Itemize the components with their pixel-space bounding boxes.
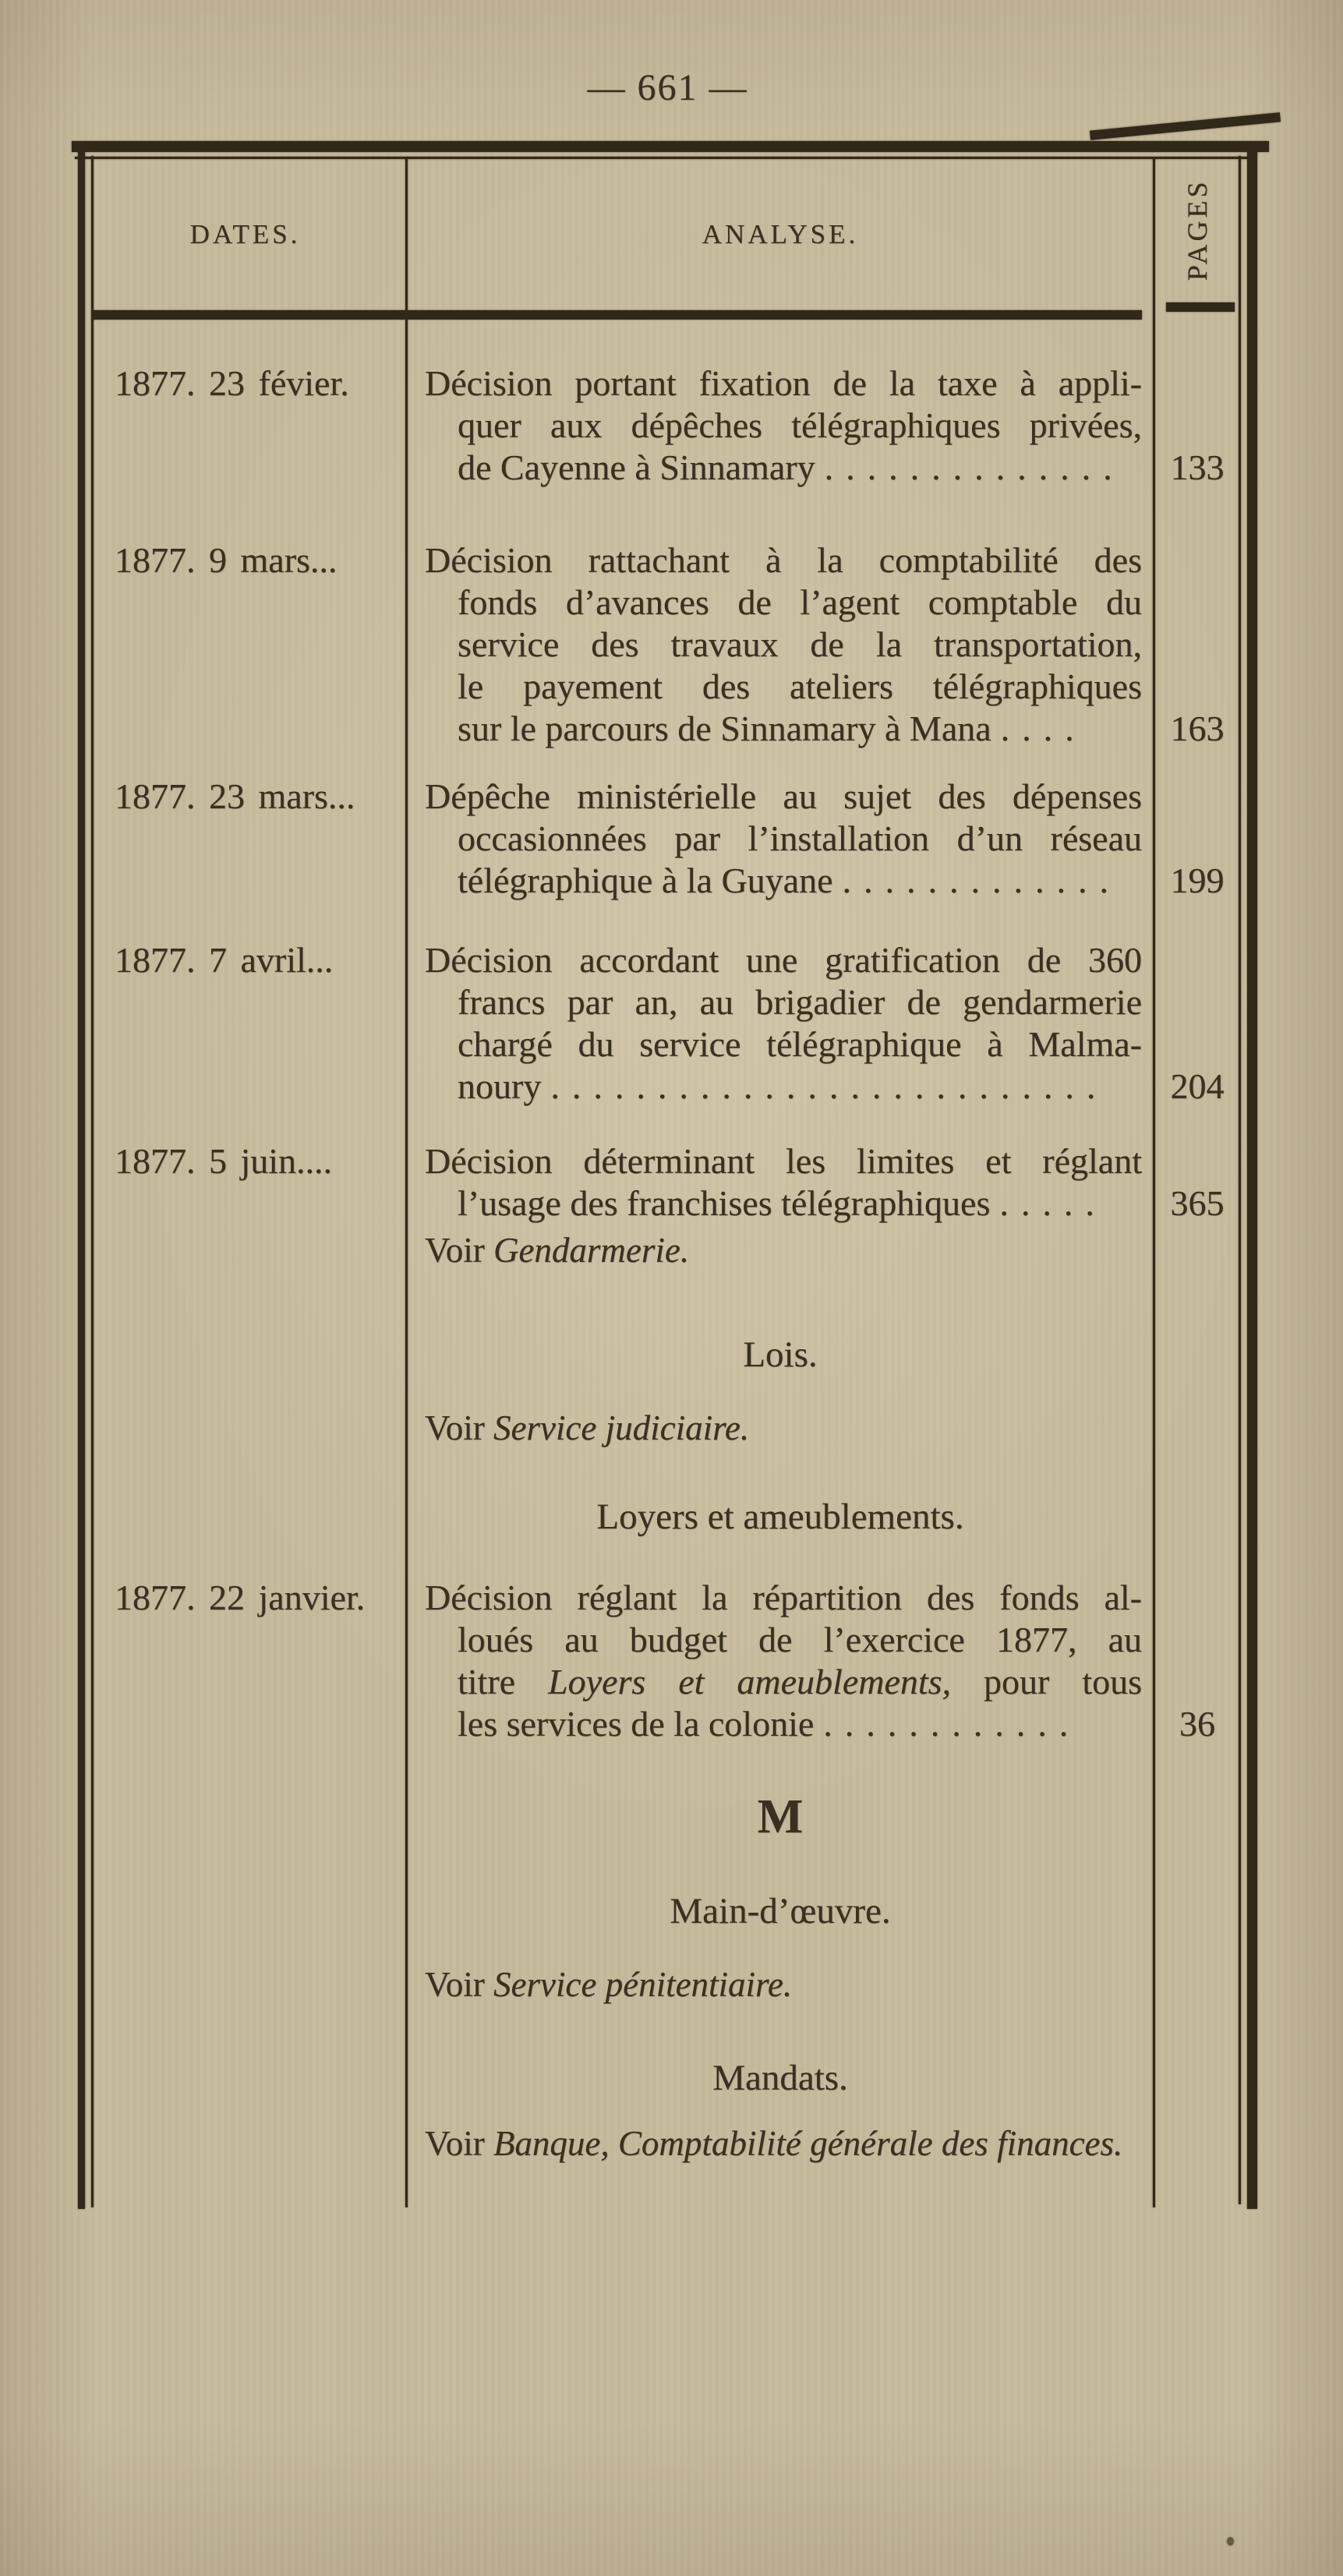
analysis-line: [458, 1182, 1142, 1224]
entry-page-ref: 199: [1170, 860, 1225, 900]
analysis-line: le payement des ateliers télégraphiques: [458, 666, 1142, 706]
leader-dots: ..............: [824, 447, 1125, 487]
analysis-line: Décision réglant la répartition des fonds al-: [425, 1578, 1142, 1617]
analysis-line-italic: Loyers et ameublements,: [548, 1662, 952, 1701]
section-letter-m: M: [757, 1790, 804, 1843]
leader-dots: ....: [1000, 708, 1087, 748]
analysis-line: loués au budget de l’exercice 1877, au: [458, 1620, 1142, 1659]
entry-page-ref: 204: [1170, 1066, 1225, 1106]
analysis-line: [458, 1661, 1142, 1703]
section-heading-loyers: Loyers et ameublements.: [596, 1496, 964, 1537]
analysis-line: service des travaux de la transportation,: [458, 624, 1142, 664]
entry-analysis: [425, 939, 1142, 1108]
analysis-line: fonds d’avances de l’agent comptable du: [458, 582, 1142, 622]
column-header-dates: DATES.: [189, 219, 301, 249]
analysis-line-text: sur le parcours de Sinnamary à Mana: [458, 708, 991, 748]
leader-dots: .............: [842, 860, 1121, 900]
analysis-line: Dépêche ministérielle au sujet des dépenses: [425, 776, 1142, 816]
entry-page-ref: 36: [1179, 1704, 1215, 1744]
cross-reference-target: Gendarmerie.: [493, 1231, 690, 1270]
section-heading-main-doeuvre: Main-d’œuvre.: [670, 1891, 891, 1931]
entry-page-ref: 163: [1170, 708, 1225, 748]
analysis-line-text: les services de la colonie: [458, 1704, 815, 1744]
leader-dots: ............: [823, 1704, 1081, 1744]
analysis-line: Décision déterminant les limites et réglant: [425, 1141, 1142, 1181]
section-heading-lois: Lois.: [743, 1334, 818, 1375]
cross-reference-prefix: Voir: [425, 2124, 493, 2163]
table-top-border-thin: [75, 157, 1256, 159]
column-header-pages: PAGES: [1182, 178, 1213, 281]
analysis-line: [458, 1065, 1142, 1108]
section-heading-mandats: Mandats.: [712, 2058, 848, 2098]
analysis-line: francs par an, au brigadier de gendarmerie: [458, 982, 1142, 1022]
cross-reference-target: Banque, Comptabilité générale des finances.: [493, 2124, 1123, 2163]
entry-date: 1877. 9 mars...: [115, 540, 338, 580]
cross-reference: [425, 1408, 749, 1448]
entry-analysis: [425, 362, 1142, 489]
table-left-border-inner: [91, 156, 94, 2207]
analysis-line: [458, 860, 1142, 902]
entry-date: 1877. 5 juin....: [115, 1141, 333, 1181]
entry-date: 1877. 23 mars...: [115, 776, 355, 816]
paper-blemish: [1227, 2537, 1234, 2546]
entry-page-ref: 365: [1170, 1183, 1225, 1223]
analysis-line-text: pour tous: [951, 1662, 1142, 1701]
cross-reference-target: Service pénitentiaire.: [493, 1965, 793, 2004]
leader-dots: ..........................: [550, 1066, 1108, 1106]
analysis-line: chargé du service télégraphique à Malma-: [458, 1024, 1142, 1064]
analysis-line: [458, 447, 1142, 489]
entry-date: 1877. 7 avril...: [115, 940, 334, 980]
analysis-line: occasionnées par l’installation d’un réseau: [458, 818, 1142, 858]
analysis-line-text: l’usage des franchises télégraphiques: [458, 1183, 991, 1223]
analysis-line: quer aux dépêches télégraphiques privées,: [458, 405, 1142, 445]
entry-analysis: [425, 776, 1142, 902]
leader-dots: .....: [999, 1183, 1107, 1223]
folio-page-number: — 661 —: [587, 67, 748, 108]
table-top-border-warp: [1090, 112, 1281, 140]
header-separator-pages-dash: [1166, 302, 1235, 312]
analysis-line-text: titre: [458, 1662, 549, 1701]
analysis-line: Décision portant fixation de la taxe à appli-: [425, 363, 1142, 403]
analysis-line-text: télégraphique à la Guyane: [458, 860, 833, 900]
cross-reference: [425, 1964, 792, 2005]
table-top-border: [72, 141, 1269, 152]
cross-reference-target: Service judiciaire.: [493, 1408, 750, 1447]
cross-reference-prefix: Voir: [425, 1965, 493, 2004]
cross-reference: [425, 2123, 1122, 2164]
analysis-line: Décision rattachant à la comptabilité des: [425, 540, 1142, 580]
entry-analysis: [425, 1577, 1142, 1745]
entry-date: 1877. 23 févier.: [115, 363, 349, 403]
cross-reference-prefix: Voir: [425, 1231, 493, 1270]
analysis-line-text: de Cayenne à Sinnamary: [458, 447, 815, 487]
entry-analysis: [425, 539, 1142, 750]
entry-page-ref: 133: [1170, 447, 1225, 487]
entry-analysis: [425, 1140, 1142, 1224]
analysis-line: [458, 708, 1142, 750]
cross-reference: [425, 1230, 689, 1270]
analysis-line: [458, 1703, 1142, 1745]
table-right-border-inner: [1239, 156, 1241, 2204]
table-left-border-outer: [78, 147, 85, 2209]
header-separator: [92, 310, 1142, 320]
cross-reference-prefix: Voir: [425, 1408, 493, 1447]
entry-date: 1877. 22 janvier.: [115, 1578, 366, 1617]
column-header-analyse: ANALYSE.: [702, 219, 859, 249]
analysis-line-text: noury: [458, 1066, 542, 1106]
table-right-border-outer: [1247, 143, 1257, 2209]
analysis-line: Décision accordant une gratification de 360: [425, 940, 1142, 980]
